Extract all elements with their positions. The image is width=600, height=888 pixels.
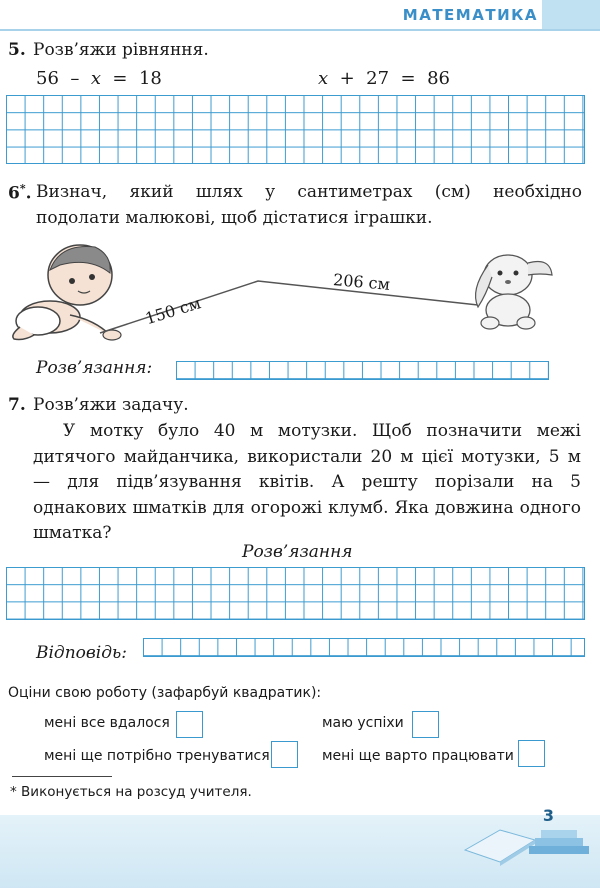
self-eval-option-2-checkbox[interactable] xyxy=(412,711,439,738)
task7-solution-title: Розв’язання xyxy=(242,542,353,562)
self-eval-option-3-checkbox[interactable] xyxy=(271,741,298,768)
eq2-a: 27 xyxy=(366,68,390,89)
task7-prompt: Розв’яжи задачу. xyxy=(33,395,189,415)
self-eval-option-1-label: мені все вдалося xyxy=(44,715,170,731)
page-number: 3 xyxy=(542,806,554,825)
eq1-b: 18 xyxy=(138,68,162,89)
eq2-b: 86 xyxy=(427,68,450,89)
header-tab xyxy=(542,0,600,30)
eq2-op: + xyxy=(339,68,355,89)
path-illustration xyxy=(0,235,600,355)
segment1-length: 150 см xyxy=(143,293,204,329)
baby-icon xyxy=(13,245,121,340)
task5-number: 5. xyxy=(8,40,26,60)
self-eval-option-4-checkbox[interactable] xyxy=(518,740,545,767)
task7-answer-grid[interactable] xyxy=(6,567,585,620)
self-eval-option-3-label: мені ще потрібно тренуватися xyxy=(44,748,270,764)
subject-title: МАТЕМАТИКА xyxy=(402,6,538,24)
eq1-a: 56 xyxy=(36,68,59,89)
task5-answer-grid[interactable] xyxy=(6,95,585,164)
task7-final-answer-grid[interactable] xyxy=(143,638,585,657)
eq2-eq: = xyxy=(400,68,416,89)
self-eval-option-2-label: маю успіхи xyxy=(322,715,404,731)
task6-answer-grid[interactable] xyxy=(176,361,549,380)
eq2-var: x xyxy=(318,68,329,89)
task6-line1: Визнач, який шлях у сантиметрах (см) необхідно xyxy=(36,182,582,202)
task5-prompt: Розв’яжи рівняння. xyxy=(33,40,209,60)
task6-solution-label: Розв’язання: xyxy=(36,358,153,378)
bunny-icon xyxy=(476,255,552,329)
eq1-eq: = xyxy=(112,68,128,89)
book-stack-icon xyxy=(455,810,595,870)
task7-body: У мотку було 40 м мотузки. Щоб позначити межі дитячого майданчика, використали 20 м цієї мотузки, 5 м — для підв’язування квітів. А решту порізали на 5 однакових шматків для огорожі клумб. Яка довжина одного шматка? xyxy=(33,421,581,543)
task7-answer-label: Відповідь: xyxy=(36,643,127,663)
self-eval-option-1-checkbox[interactable] xyxy=(176,711,203,738)
self-eval-option-4-label: мені ще варто працювати xyxy=(322,748,514,764)
task6-number: 6*. xyxy=(8,182,32,204)
footnote: * Виконується на розсуд учителя. xyxy=(10,784,252,800)
task7-number: 7. xyxy=(8,395,26,415)
header-divider xyxy=(0,29,600,31)
eq1-var: x xyxy=(90,68,101,89)
task6-line2: подолати малюкові, щоб дістатися іграшки. xyxy=(36,208,433,228)
eq1-op: – xyxy=(70,68,80,89)
equation-1 xyxy=(36,68,162,89)
segment2-length: 206 см xyxy=(332,270,391,294)
footnote-divider xyxy=(12,776,112,777)
equation-2 xyxy=(318,68,450,89)
self-eval-prompt: Оціни свою роботу (зафарбуй квадратик): xyxy=(8,685,322,701)
